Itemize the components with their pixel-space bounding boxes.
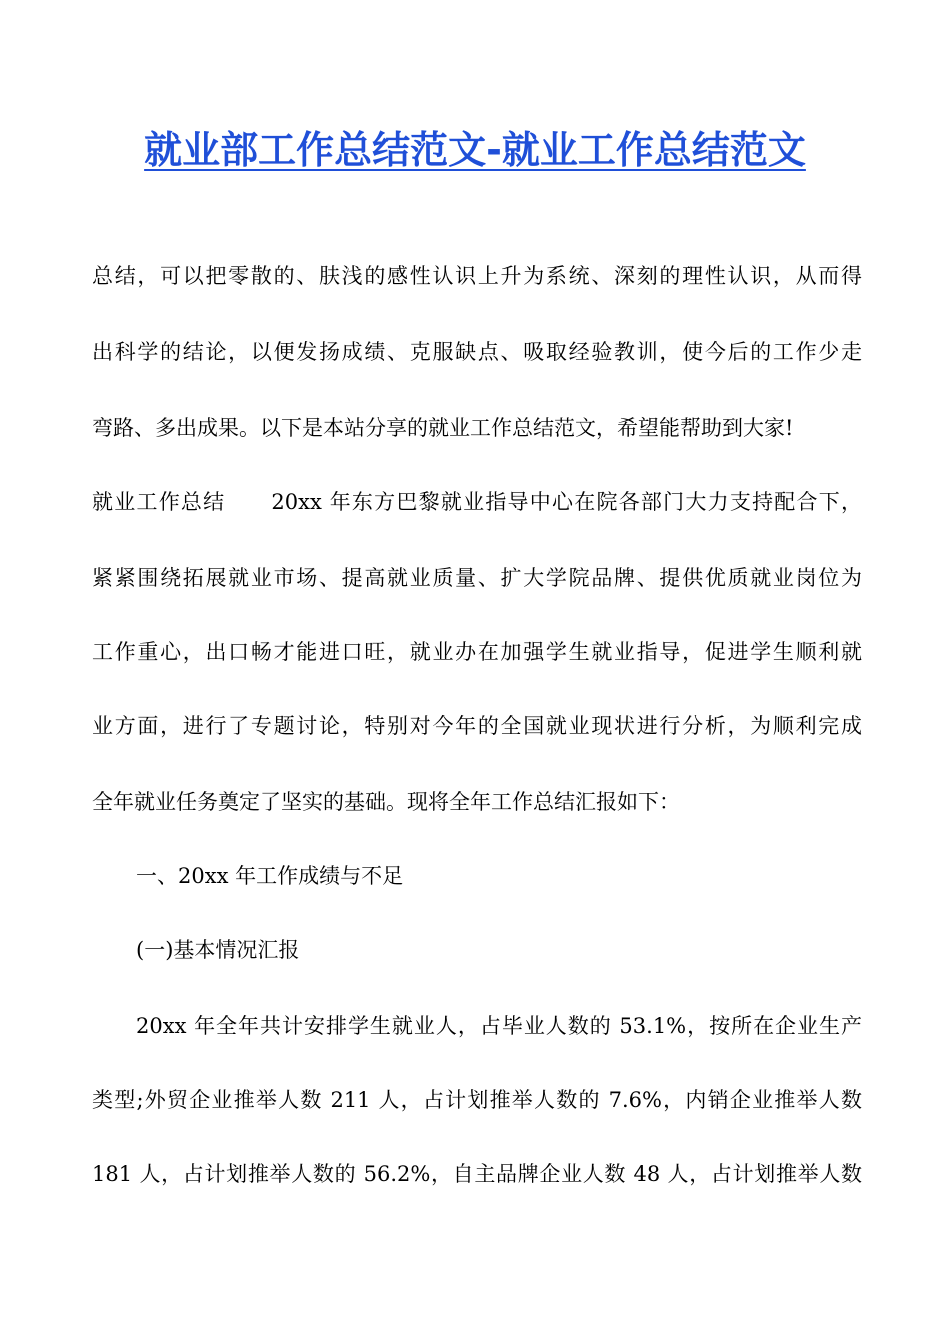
document-title[interactable]: 就业部工作总结范文-就业工作总结范文: [144, 128, 806, 172]
body-line-with-heading: [92, 484, 862, 520]
body-line: 总结，可以把零散的、肤浅的感性认识上升为系统、深刻的理性认识，从而得: [92, 264, 862, 288]
body-line: 工作重心，出口畅才能进口旺，就业办在加强学生就业指导，促进学生顺利就: [92, 640, 862, 664]
section-heading: 一、20xx 年工作成绩与不足: [136, 864, 404, 888]
body-line: 弯路、多出成果。以下是本站分享的就业工作总结范文，希望能帮助到大家!: [92, 416, 794, 440]
body-line: 类型;外贸企业推举人数 211 人，占计划推举人数的 7.6%，内销企业推举人数: [92, 1088, 862, 1112]
body-line: 全年就业任务奠定了坚实的基础。现将全年工作总结汇报如下：: [92, 790, 680, 814]
body-line: 181 人，占计划推举人数的 56.2%，自主品牌企业人数 48 人，占计划推举人数: [92, 1162, 862, 1186]
body-text: 20xx 年东方巴黎就业指导中心在院各部门大力支持配合下，: [271, 490, 862, 514]
body-line: 业方面，进行了专题讨论，特别对今年的全国就业现状进行分析，为顺利完成: [92, 714, 862, 738]
body-line: 20xx 年全年共计安排学生就业人，占毕业人数的 53.1%，按所在企业生产: [136, 1014, 862, 1038]
body-line: 出科学的结论，以便发扬成绩、克服缺点、吸取经验教训，使今后的工作少走: [92, 340, 862, 364]
inline-heading: 就业工作总结: [92, 490, 226, 514]
body-line: 紧紧围绕拓展就业市场、提高就业质量、扩大学院品牌、提供优质就业岗位为: [92, 566, 862, 590]
subsection-heading: (一)基本情况汇报: [136, 938, 300, 962]
